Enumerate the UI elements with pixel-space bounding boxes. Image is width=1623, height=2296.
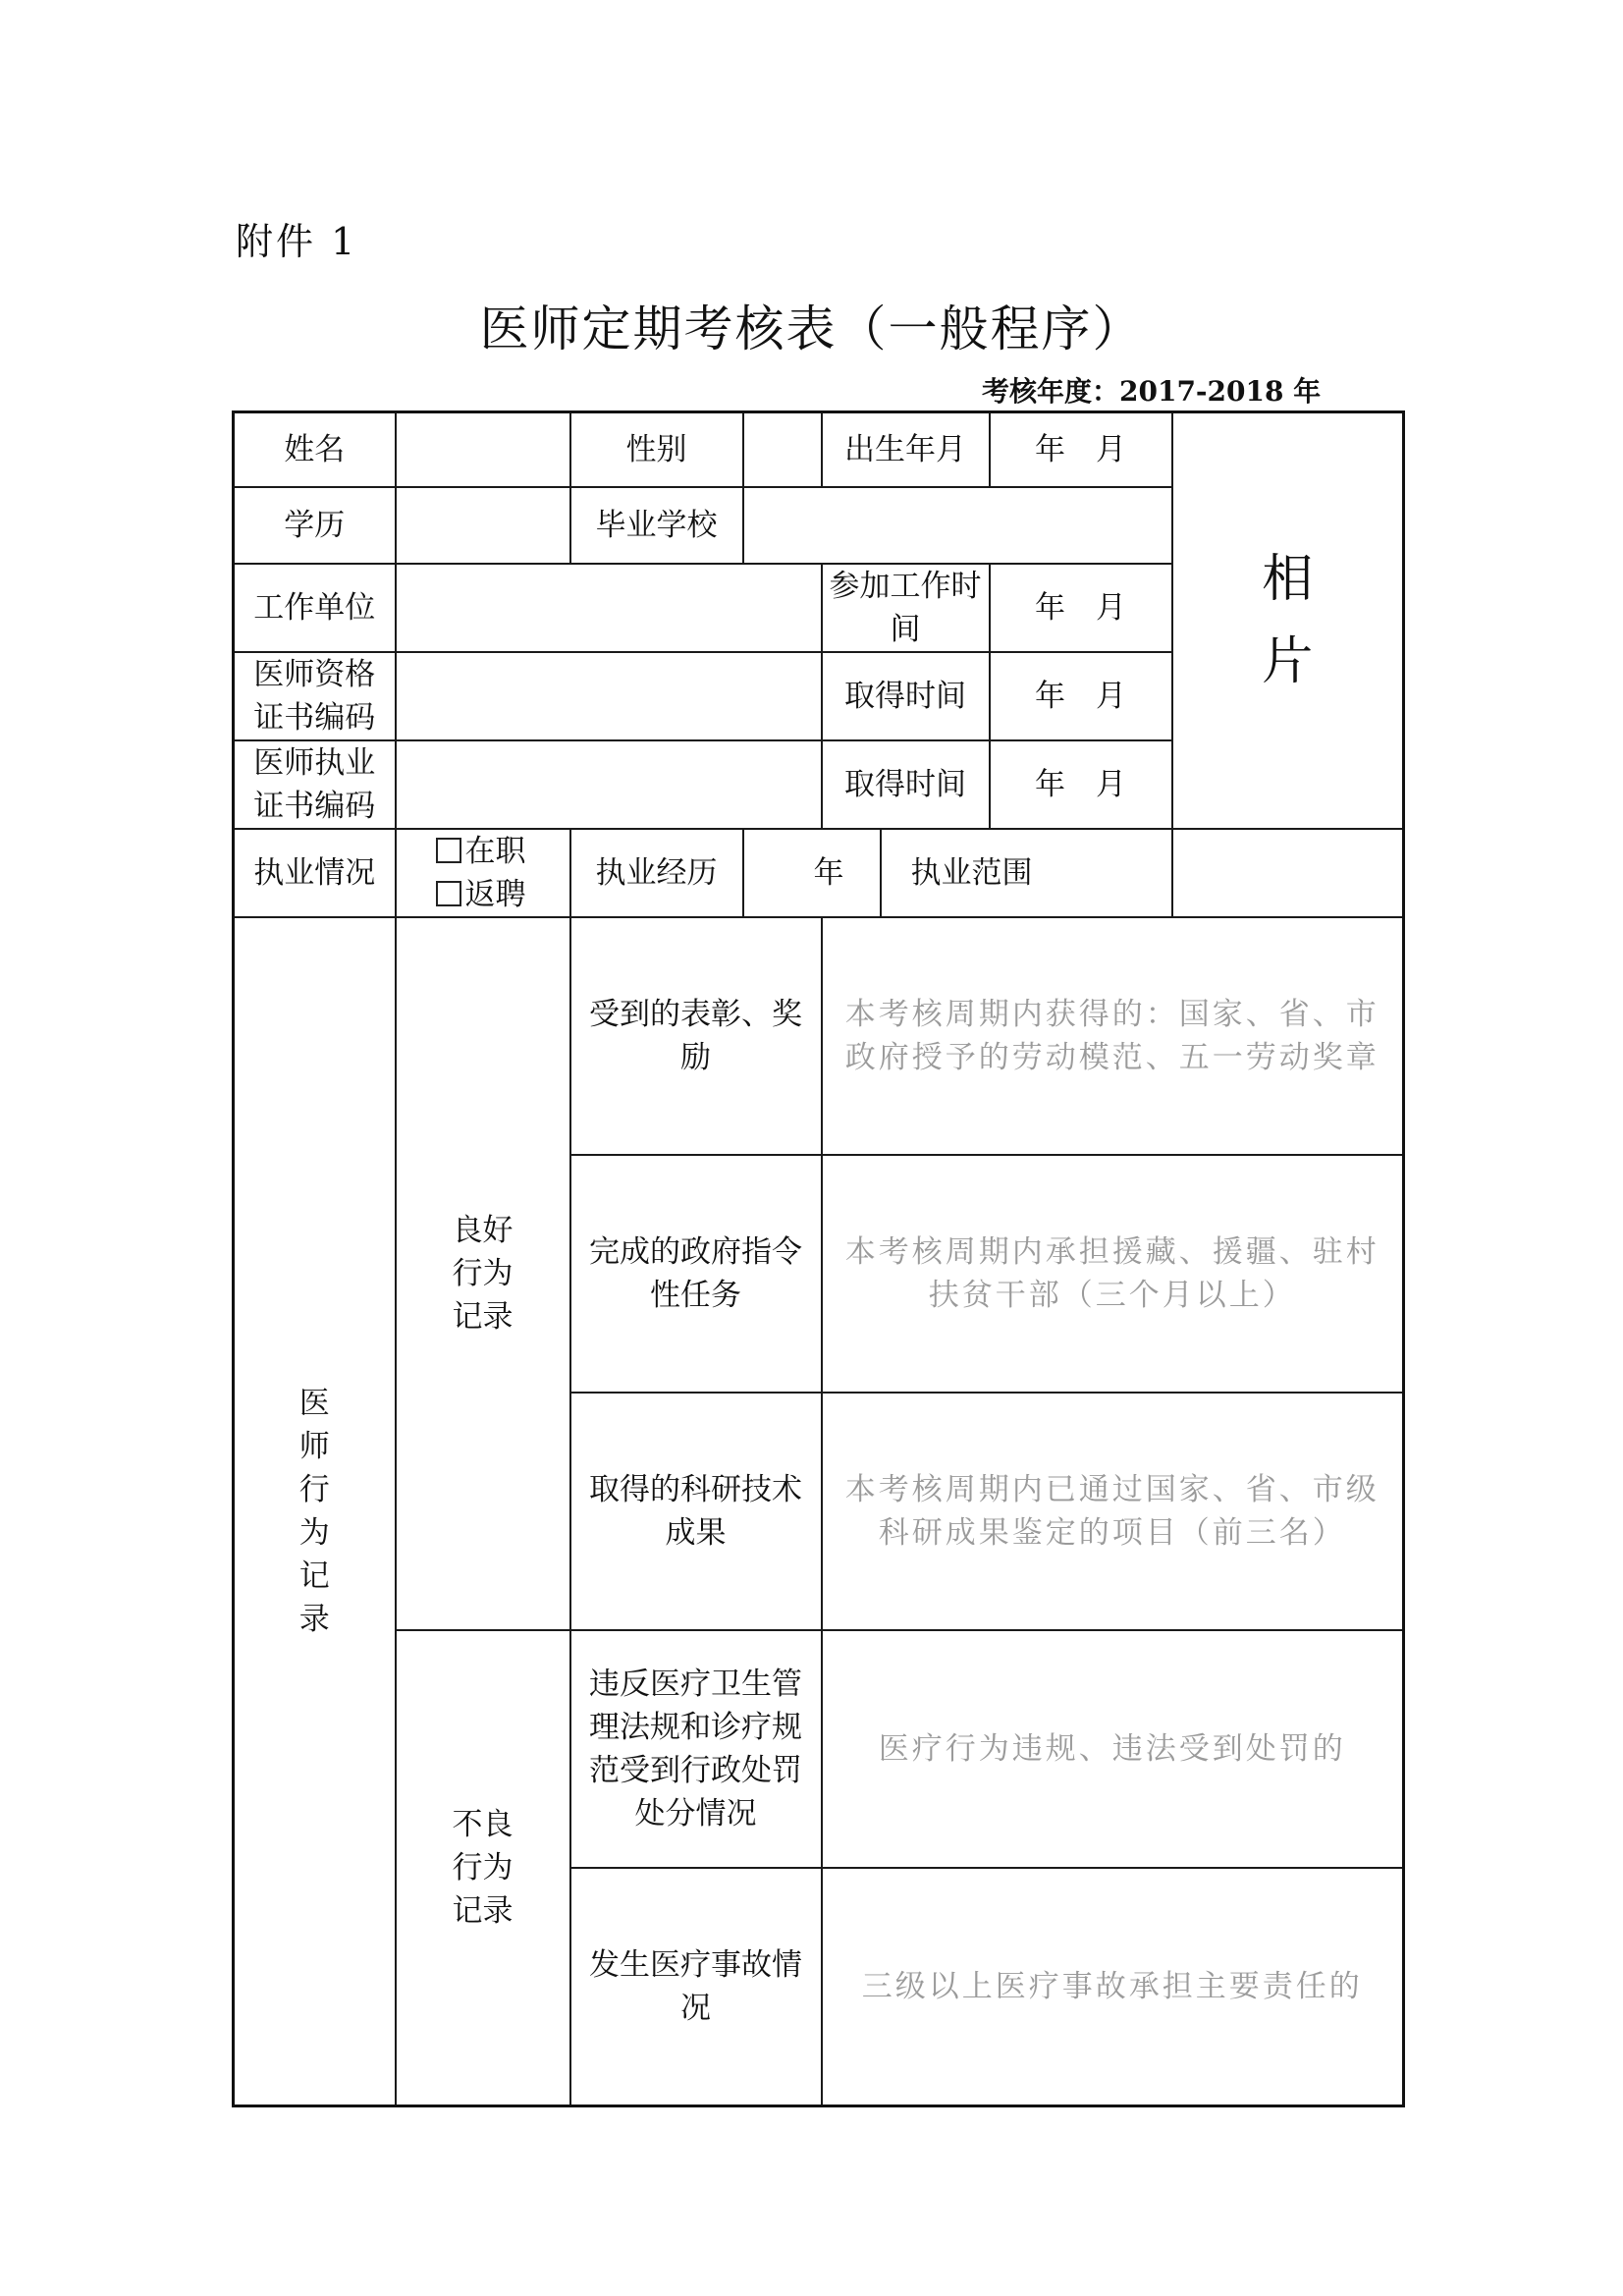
bad-item-label: 发生医疗事故情况 (570, 1868, 822, 2106)
assessment-form (232, 410, 1405, 2107)
option-rehired[interactable]: 返聘 (436, 873, 564, 916)
name-field[interactable] (396, 412, 570, 487)
good-item-hint[interactable]: 本考核周期内已通过国家、省、市级科研成果鉴定的项目（前三名） (822, 1393, 1404, 1630)
license-acquire-label: 取得时间 (822, 740, 990, 829)
checkbox-icon[interactable] (436, 838, 461, 863)
behavior-record-label: 医 师 行 为 记 录 (234, 917, 396, 2106)
workplace-label: 工作单位 (234, 564, 396, 652)
practice-scope-field[interactable] (1172, 829, 1404, 917)
school-field[interactable] (743, 487, 1172, 564)
birth-label: 出生年月 (822, 412, 990, 487)
qual-cert-label: 医师资格证书编码 (234, 652, 396, 740)
form-title: 医师定期考核表（一般程序） (479, 301, 1144, 357)
practice-years-label: 执业经历 (570, 829, 743, 917)
practice-status-options (396, 829, 570, 917)
attachment-label: 附件 1 (236, 220, 358, 263)
assessment-year: 考核年度：2017-2018 年 (982, 375, 1322, 408)
bad-item-hint[interactable]: 三级以上医疗事故承担主要责任的 (822, 1868, 1404, 2106)
license-cert-field[interactable] (396, 740, 822, 829)
qual-cert-field[interactable] (396, 652, 822, 740)
gender-label: 性别 (570, 412, 743, 487)
photo-char: 相 (1262, 549, 1314, 609)
work-start-label: 参加工作时间 (822, 564, 990, 652)
bad-item-label: 违反医疗卫生管理法规和诊疗规范受到行政处罚处分情况 (570, 1630, 822, 1868)
bad-item-hint[interactable]: 医疗行为违规、违法受到处罚的 (822, 1630, 1404, 1868)
photo-char: 片 (1262, 631, 1314, 691)
photo-area[interactable] (1172, 412, 1404, 829)
qual-acquire-label: 取得时间 (822, 652, 990, 740)
practice-scope-label: 执业范围 (881, 829, 1172, 917)
option-active[interactable]: 在职 (436, 830, 564, 873)
good-behavior-label: 良好 行为 记录 (396, 917, 570, 1630)
good-item-hint[interactable]: 本考核周期内承担援藏、援疆、驻村扶贫干部（三个月以上） (822, 1155, 1404, 1393)
education-label: 学历 (234, 487, 396, 564)
qual-acquire-field[interactable]: 年 月 (990, 652, 1172, 740)
school-label: 毕业学校 (570, 487, 743, 564)
practice-status-label: 执业情况 (234, 829, 396, 917)
work-start-field[interactable]: 年 月 (990, 564, 1172, 652)
gender-field[interactable] (743, 412, 822, 487)
good-item-hint[interactable]: 本考核周期内获得的：国家、省、市政府授予的劳动模范、五一劳动奖章 (822, 917, 1404, 1155)
good-item-label: 取得的科研技术成果 (570, 1393, 822, 1630)
bad-behavior-label: 不良 行为 记录 (396, 1630, 570, 2106)
license-acquire-field[interactable]: 年 月 (990, 740, 1172, 829)
license-cert-label: 医师执业证书编码 (234, 740, 396, 829)
workplace-field[interactable] (396, 564, 822, 652)
good-item-label: 完成的政府指令性任务 (570, 1155, 822, 1393)
education-field[interactable] (396, 487, 570, 564)
birth-field[interactable]: 年 月 (990, 412, 1172, 487)
checkbox-icon[interactable] (436, 881, 461, 906)
practice-years-field[interactable]: 年 (743, 829, 881, 917)
name-label: 姓名 (234, 412, 396, 487)
good-item-label: 受到的表彰、奖励 (570, 917, 822, 1155)
